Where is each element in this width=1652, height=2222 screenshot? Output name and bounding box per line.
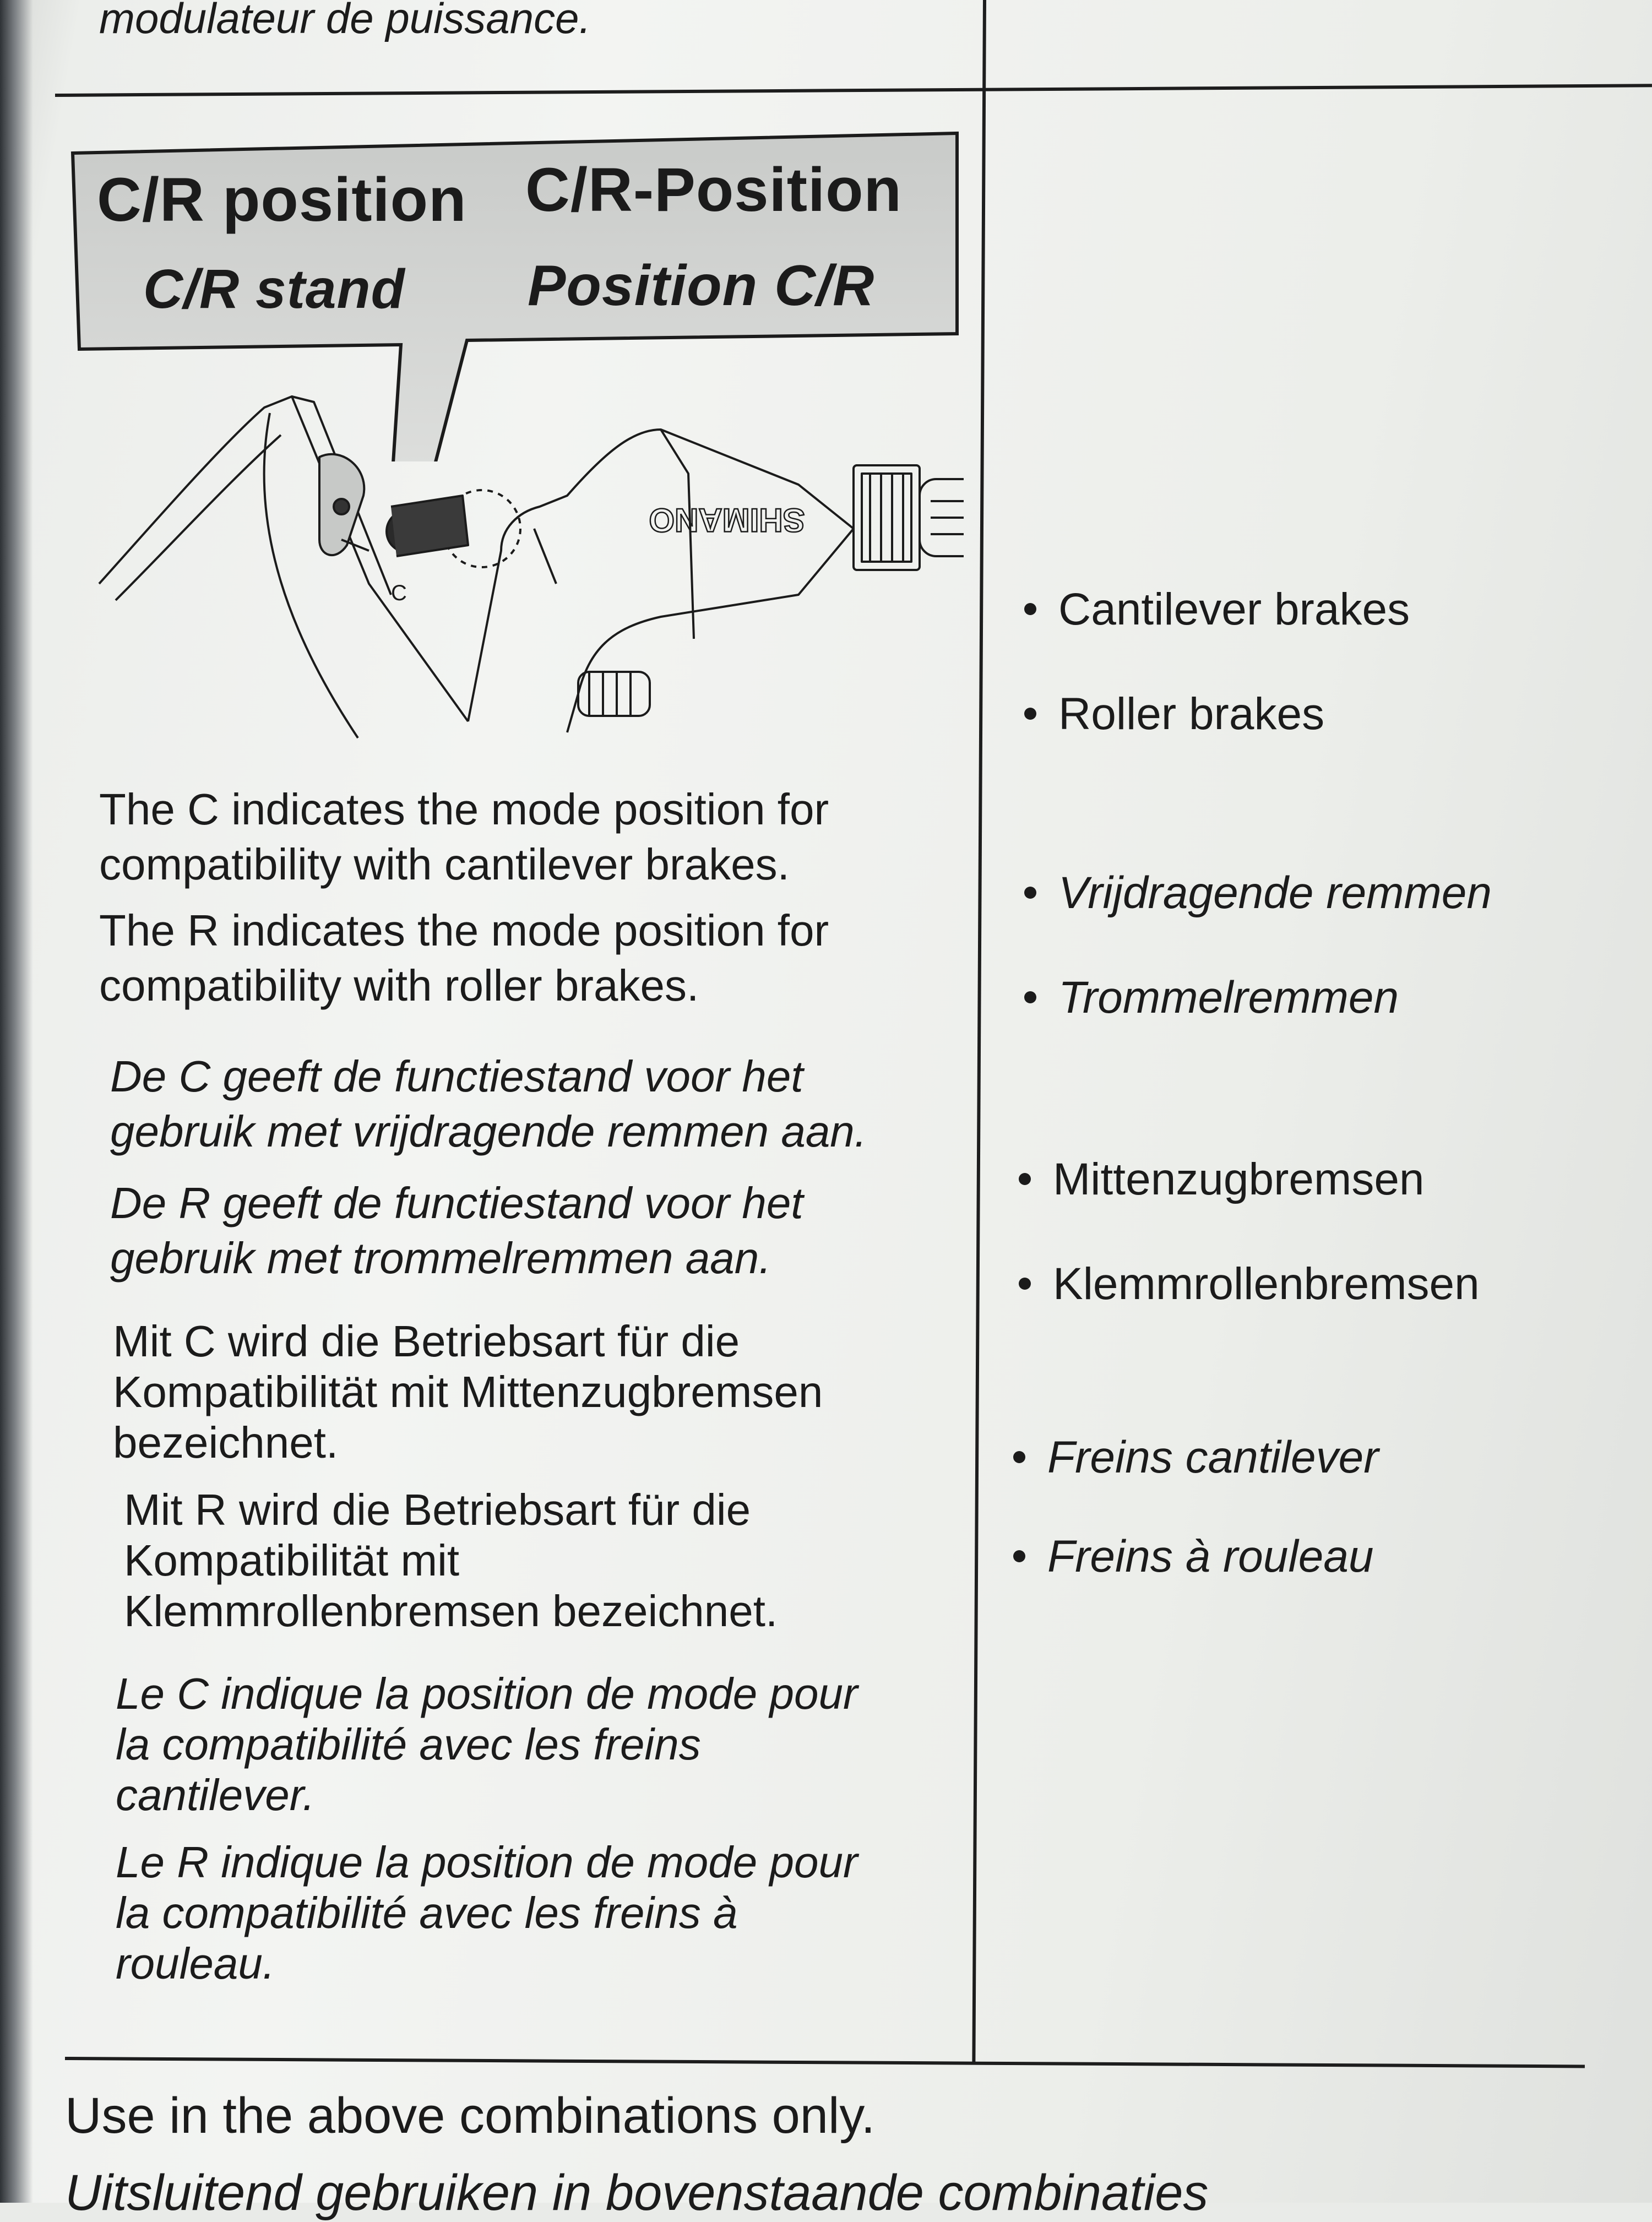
brake-type-label: Vrijdragende remmen [1058,868,1492,918]
description-line: la compatibilité avec les freins [116,1720,701,1769]
description-de [113,1316,972,1637]
description-line: Mit C wird die Betriebsart für die [113,1317,740,1366]
brake-type-label: Freins à rouleau [1047,1531,1374,1582]
description-line: Le C indique la position de mode pour [116,1669,858,1718]
brake-type-item [1024,688,1324,740]
description-line: Mit R wird die Betriebsart für die [124,1485,751,1534]
description-line: Klemmrollenbremsen bezeichnet. [124,1587,778,1636]
brake-type-item [1013,1432,1379,1484]
bullet-dot-icon [1013,1550,1025,1562]
bullet-dot-icon [1019,1173,1031,1185]
usage-note-en: Use in the above combinations only. [65,2088,876,2144]
shimano-logo: SHIMANO [649,502,805,539]
description-line: De R geeft de functiestand voor het [110,1178,803,1227]
bullet-dot-icon [1024,603,1036,615]
callout-title-fr: Position C/R [528,254,875,318]
brake-type-label: Freins cantilever [1047,1432,1379,1482]
description-line: De C geeft de functiestand voor het [110,1052,803,1101]
description-line: rouleau. [116,1939,275,1988]
brake-type-item [1024,584,1410,635]
description-nl [110,1049,969,1286]
callout-title-nl: C/R stand [143,258,405,320]
description-en [99,782,958,1013]
cr-position-callout [70,131,959,347]
description-line: compatibility with cantilever brakes. [99,840,790,889]
previous-section-text: modulateur de puissance. [99,0,591,42]
brake-type-label: Roller brakes [1058,689,1325,739]
brake-type-item [1019,1258,1480,1310]
bullet-dot-icon [1024,708,1036,720]
brake-type-item [1024,867,1492,919]
description-line: Le R indique la position de mode pour [116,1838,858,1887]
bullet-dot-icon [1024,887,1036,899]
description-line: The R indicates the mode position for [99,906,829,955]
description-line: gebruik met trommelremmen aan. [110,1234,771,1283]
illustration-label-c: C [391,581,407,605]
usage-note-nl: Uitsluitend gebruiken in bovenstaande combinaties [65,2165,1209,2221]
brake-type-item [1019,1154,1425,1205]
description-line: Kompatibilität mit [124,1536,460,1585]
description-line: cantilever. [116,1770,315,1819]
callout-title-de: C/R-Position [525,155,902,224]
brake-type-label: Klemmrollenbremsen [1053,1259,1480,1309]
description-line: Kompatibilität mit Mittenzugbremsen [113,1367,823,1416]
brake-type-item [1013,1531,1374,1583]
brake-type-item [1024,972,1399,1024]
brake-type-label: Trommelremmen [1058,973,1399,1023]
bullet-dot-icon [1013,1451,1025,1463]
description-line: The C indicates the mode position for [99,785,829,834]
callout-title-en: C/R position [97,165,467,234]
brake-type-label: Cantilever brakes [1058,584,1410,634]
bullet-dot-icon [1019,1278,1031,1290]
description-fr [116,1669,975,1989]
bullet-dot-icon [1024,991,1036,1003]
shifter-illustration [83,363,964,749]
description-line: la compatibilité avec les freins à [116,1888,738,1937]
description-line: bezeichnet. [113,1418,339,1467]
page-edge-shadow [0,0,33,2203]
brake-type-label: Mittenzugbremsen [1053,1154,1425,1204]
description-line: gebruik met vrijdragende remmen aan. [110,1107,867,1156]
description-line: compatibility with roller brakes. [99,961,699,1010]
